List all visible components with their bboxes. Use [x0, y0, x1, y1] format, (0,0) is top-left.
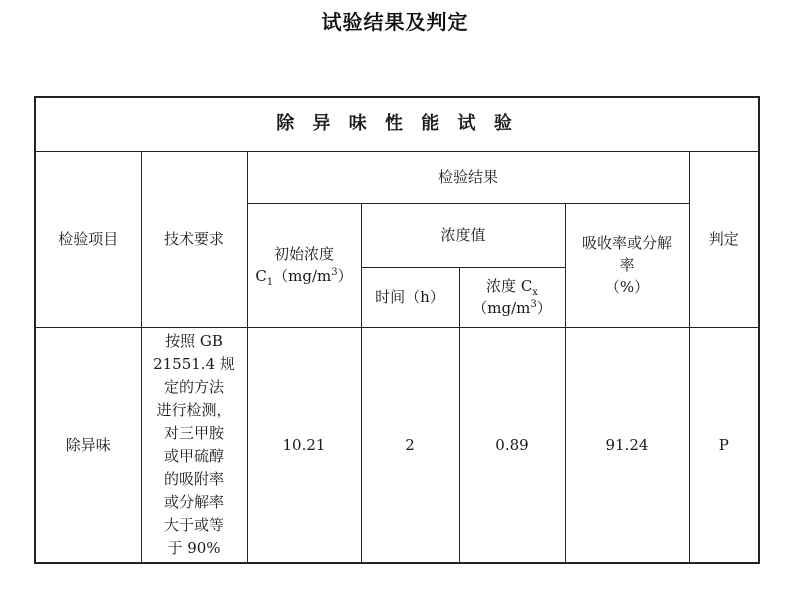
header-judgement: 判定 — [689, 151, 759, 327]
cell-absorption-rate: 91.24 — [565, 327, 689, 563]
header-initial-concentration — [247, 203, 361, 327]
cell-item: 除异味 — [35, 327, 141, 563]
header-absorption-rate: 吸收率或分解 率 （%） — [565, 203, 689, 327]
cell-initial-concentration: 10.21 — [247, 327, 361, 563]
initial-conc-label: 初始浓度 — [273, 245, 334, 263]
initial-conc-unit: $C_1(mg/m^3)$ — [255, 267, 353, 288]
header-item: 检验项目 — [35, 151, 141, 327]
page-title: 试验结果及判定 — [321, 10, 469, 34]
cell-time: 2 — [361, 327, 459, 563]
cell-judgement: P — [689, 327, 759, 563]
cell-concentration: 0.89 — [459, 327, 565, 563]
header-concentration-value: 浓度值 — [361, 203, 565, 267]
cell-requirement: 按照 GB 21551.4 规 定的方法 进行检测， 对三甲胺 或甲硫醇 的吸附率 或分解率 大于或等 于 90% — [141, 327, 247, 563]
header-concentration-cx: 浓度 $C_x$ $(mg/m^3)$ — [459, 267, 565, 327]
test-result-table — [34, 96, 760, 564]
section-title: 除 异 味 性 能 试 验 — [35, 97, 759, 151]
header-result-group: 检验结果 — [247, 151, 689, 203]
header-requirement: 技术要求 — [141, 151, 247, 327]
header-time: 时间（h） — [361, 267, 459, 327]
